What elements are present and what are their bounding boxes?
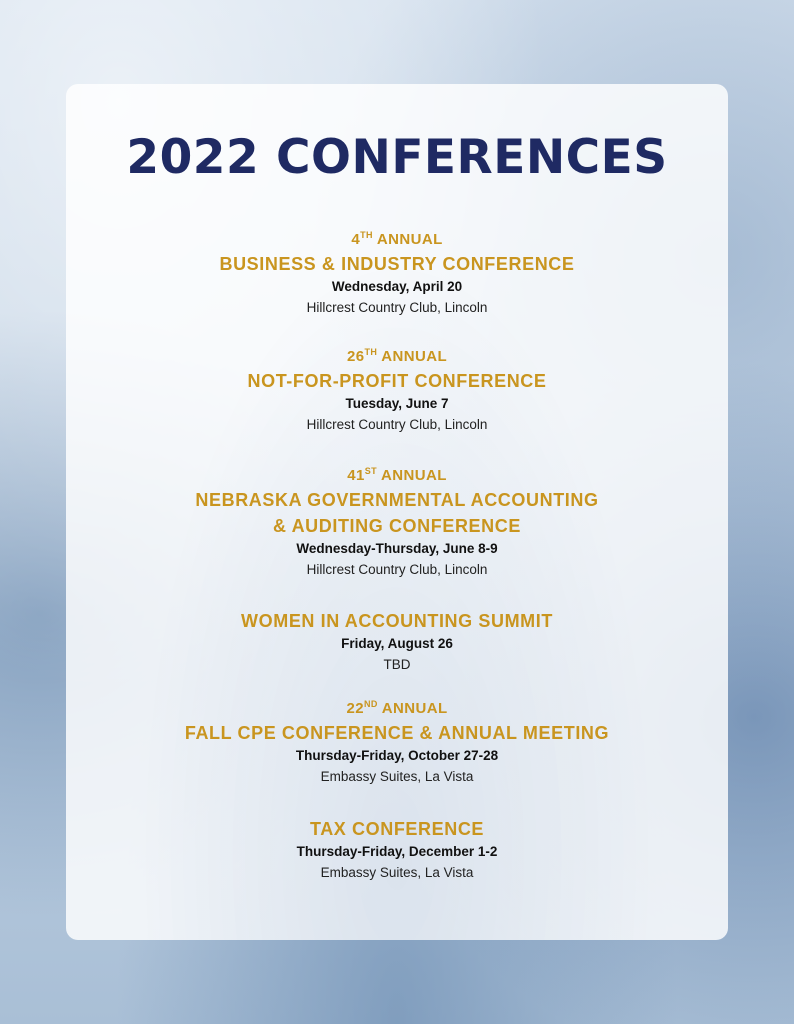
event-tax-conference [0,816,794,884]
event-edition: 41ST ANNUAL [347,466,447,484]
event-edition: 22ND ANNUAL [346,699,448,717]
event-date: Tuesday, June 7 [345,396,449,411]
event-location: Embassy Suites, La Vista [320,865,474,880]
event-name: BUSINESS & INDUSTRY CONFERENCE [219,254,575,274]
event-date: Thursday-Friday, December 1-2 [296,844,498,859]
event-name: FALL CPE CONFERENCE & ANNUAL MEETING [184,723,610,743]
event-governmental-accounting [0,465,794,581]
event-location: TBD [383,657,411,672]
event-location: Hillcrest Country Club, Lincoln [306,562,488,577]
event-name-line-2: & AUDITING CONFERENCE [273,516,521,536]
event-date: Thursday-Friday, October 27-28 [295,748,499,763]
event-fall-cpe [0,698,794,788]
event-name: WOMEN IN ACCOUNTING SUMMIT [241,611,553,631]
event-date: Wednesday-Thursday, June 8-9 [296,541,498,556]
event-name: NOT-FOR-PROFIT CONFERENCE [247,371,547,391]
event-name-line-1: NEBRASKA GOVERNMENTAL ACCOUNTING [195,490,599,510]
event-name: TAX CONFERENCE [309,819,485,839]
event-location: Hillcrest Country Club, Lincoln [306,300,488,315]
event-location: Embassy Suites, La Vista [320,769,474,784]
event-women-in-accounting [0,608,794,676]
page-title: 2022 CONFERENCES [126,130,668,185]
event-location: Hillcrest Country Club, Lincoln [306,417,488,432]
event-not-for-profit [0,346,794,436]
event-date: Friday, August 26 [341,636,453,651]
event-edition: 26TH ANNUAL [346,347,448,365]
event-date: Wednesday, April 20 [331,279,463,294]
event-edition: 4TH ANNUAL [351,230,443,248]
event-business-industry [0,229,794,319]
